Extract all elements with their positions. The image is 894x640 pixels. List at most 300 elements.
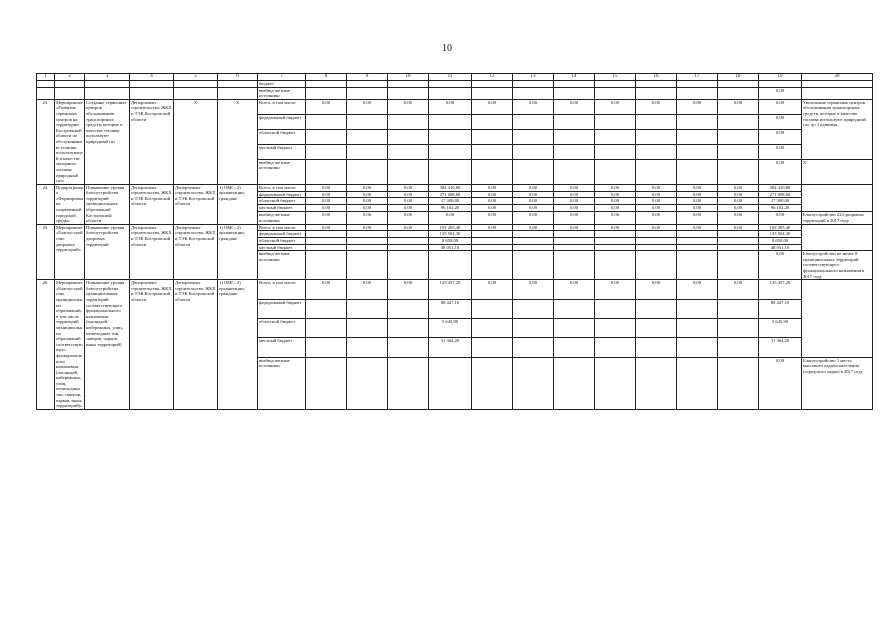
- measure-beneficiary: 1) ОМС; 2) организации, граждане: [218, 184, 258, 224]
- year-value: [677, 318, 718, 337]
- funding-source: областной бюджет: [258, 198, 306, 205]
- year-value: 0,00: [595, 184, 636, 191]
- expected-result: [802, 280, 873, 357]
- empty-cell: [55, 87, 85, 99]
- empty-cell: [218, 87, 258, 99]
- year-value: [677, 244, 718, 251]
- year-value: [306, 244, 347, 251]
- year-value: 0,00: [554, 99, 595, 114]
- measure-number: 23.: [37, 99, 55, 184]
- funding-source: областной бюджет: [258, 318, 306, 337]
- year-value: 0,00: [472, 198, 513, 205]
- year-value: 0,00: [306, 212, 347, 225]
- measure-row: [37, 224, 873, 231]
- year-value: [718, 81, 759, 88]
- year-value: 0,00: [718, 205, 759, 212]
- year-value: 0,00: [636, 198, 677, 205]
- measure-name: Мероприятие «Развитие сервисных центров на территории Костромской области по обслуживанию техники, использующей в качестве моторного топлива природный газ»: [56, 99, 83, 184]
- year-value: [636, 251, 677, 280]
- empty-cell: [130, 81, 174, 88]
- measure-number: 25.: [37, 224, 55, 279]
- year-value: [347, 338, 388, 357]
- year-value: [718, 114, 759, 129]
- total-value: 96 102,20: [759, 205, 802, 212]
- column-number: 7: [258, 74, 306, 81]
- year-value: [306, 159, 347, 184]
- year-value: [513, 299, 554, 318]
- year-value: [554, 338, 595, 357]
- year-value: [677, 144, 718, 159]
- year-value: [513, 159, 554, 184]
- measure-recipient: Департамент строительства, ЖКХ и ТЭК Костромской области: [174, 224, 218, 279]
- year-value: [677, 81, 718, 88]
- year-value: [347, 81, 388, 88]
- year-value: [554, 244, 595, 251]
- empty-cell: [130, 87, 174, 99]
- year-value: 0,00: [595, 224, 636, 231]
- measure-row: [37, 184, 873, 191]
- year-value: [636, 299, 677, 318]
- year-value: [513, 129, 554, 144]
- column-number: 15: [595, 74, 636, 81]
- year-value: 0,00: [718, 212, 759, 225]
- year-value: [677, 238, 718, 245]
- expected-result: Увеличение сервисных центров обслуживания транспортных средств, которые в качестве топлива используют природный газ, до 1 единицы: [802, 99, 873, 159]
- year-value: 0,00: [718, 184, 759, 191]
- year-value: 48 051,10: [429, 244, 472, 251]
- year-value: [429, 81, 472, 88]
- measure-row: [37, 99, 873, 114]
- year-value: [595, 251, 636, 280]
- year-value: 384 410,80: [429, 184, 472, 191]
- year-value: [595, 159, 636, 184]
- year-value: [718, 318, 759, 337]
- year-value: [554, 318, 595, 337]
- year-value: 0,00: [677, 224, 718, 231]
- total-value: 0,00: [759, 87, 802, 99]
- year-value: 0,00: [306, 184, 347, 191]
- year-value: [472, 129, 513, 144]
- year-value: 0,00: [388, 280, 429, 299]
- funding-source: внебюд-жетные источники: [258, 159, 306, 184]
- year-value: 0,00: [472, 224, 513, 231]
- total-value: [759, 81, 802, 88]
- empty-cell: [174, 87, 218, 99]
- year-value: [718, 299, 759, 318]
- year-value: [306, 129, 347, 144]
- year-value: [388, 231, 429, 238]
- column-number: 1: [37, 74, 55, 81]
- column-number: 5: [174, 74, 218, 81]
- measure-executor: Департамент строительства, ЖКХ и ТЭК Костромской области: [130, 99, 174, 184]
- column-number: 2: [55, 74, 85, 81]
- year-value: 0,00: [718, 280, 759, 299]
- year-value: 0,00: [636, 99, 677, 114]
- expected-result: [802, 224, 873, 250]
- year-value: [347, 318, 388, 337]
- funding-source: Всего, в том числе:: [258, 280, 306, 299]
- funding-source: бюджет: [258, 81, 306, 88]
- year-value: 0,00: [306, 99, 347, 114]
- year-value: 0,00: [595, 205, 636, 212]
- year-value: [718, 357, 759, 409]
- year-value: [429, 87, 472, 99]
- year-value: [513, 318, 554, 337]
- year-value: [636, 244, 677, 251]
- year-value: [472, 144, 513, 159]
- year-value: [718, 159, 759, 184]
- funding-source: внебюд-жетные источники: [258, 357, 306, 409]
- column-number: 16: [636, 74, 677, 81]
- year-value: 0,00: [513, 191, 554, 198]
- year-value: [347, 244, 388, 251]
- measure-recipient: Департамент строительства, ЖКХ и ТЭК Костромской области: [174, 184, 218, 224]
- year-value: 0,00: [513, 280, 554, 299]
- column-number: 18: [718, 74, 759, 81]
- year-value: 0,00: [636, 191, 677, 198]
- year-value: 192 205,40: [429, 224, 472, 231]
- measure-goal: Создание сервисных центров обслуживания транспортных средств, которые в качестве топлива используют природный газ: [85, 99, 130, 184]
- total-value: 0,00: [759, 212, 802, 225]
- year-value: 0,00: [388, 99, 429, 114]
- measure-goal: Повышение уровня благоустройства дворовых территорий: [85, 224, 130, 279]
- measure-name: Мероприятие «Благоустройство дворовых территорий»: [55, 224, 85, 279]
- expected-result-next: Благоустройство не менее 8 муниципальных территорий соответствующего функционального назначения в 2017 году: [802, 251, 873, 280]
- year-value: [595, 299, 636, 318]
- year-value: [554, 299, 595, 318]
- measure-goal: Повышение уровня благоустройства территорий муниципальных образований Костромской области: [85, 184, 130, 224]
- year-value: 125 457,20: [429, 280, 472, 299]
- year-value: 0,00: [472, 99, 513, 114]
- funding-source: федеральный бюджет: [258, 191, 306, 198]
- year-value: [677, 251, 718, 280]
- year-value: 0,00: [472, 280, 513, 299]
- header-row: [37, 74, 873, 81]
- continuation-row: [37, 81, 873, 88]
- column-number: 4: [130, 74, 174, 81]
- year-value: [718, 244, 759, 251]
- year-value: 8 650,00: [429, 238, 472, 245]
- program-table: [36, 73, 873, 410]
- empty-cell: [37, 87, 55, 99]
- year-value: [513, 114, 554, 129]
- year-value: [718, 238, 759, 245]
- total-value: 0,00: [759, 251, 802, 280]
- total-value: 17 300,00: [759, 198, 802, 205]
- year-value: [554, 251, 595, 280]
- total-value: 8 650,00: [759, 238, 802, 245]
- year-value: [554, 238, 595, 245]
- year-value: [388, 87, 429, 99]
- funding-source: местный бюджет: [258, 338, 306, 357]
- year-value: 0,00: [347, 99, 388, 114]
- year-value: 0,00: [388, 184, 429, 191]
- year-value: [472, 357, 513, 409]
- empty-cell: [37, 81, 55, 88]
- year-value: [429, 251, 472, 280]
- measure-executor: Департамент строительства, ЖКХ и ТЭК Костромской области: [130, 184, 174, 224]
- year-value: [636, 114, 677, 129]
- year-value: 0,00: [388, 205, 429, 212]
- measure-executor: Департамент строительства, ЖКХ и ТЭК Костромской области: [130, 280, 174, 410]
- column-number: 19: [759, 74, 802, 81]
- measure-beneficiary: Х: [218, 99, 258, 184]
- year-value: [388, 251, 429, 280]
- year-value: 0,00: [718, 224, 759, 231]
- year-value: 0,00: [306, 224, 347, 231]
- measure-beneficiary: 1) ОМС; 2) организации, граждане: [218, 224, 258, 279]
- year-value: 0,00: [636, 224, 677, 231]
- empty-cell: [218, 81, 258, 88]
- funding-source: местный бюджет: [258, 244, 306, 251]
- year-value: 0,00: [306, 191, 347, 198]
- year-value: [677, 129, 718, 144]
- year-value: [347, 231, 388, 238]
- year-value: [472, 244, 513, 251]
- total-value: 31 364,20: [759, 338, 802, 357]
- year-value: [677, 338, 718, 357]
- year-value: 0,00: [595, 191, 636, 198]
- page-number: 10: [442, 43, 452, 54]
- result-cell: [802, 81, 873, 88]
- year-value: 0,00: [554, 198, 595, 205]
- year-value: 0,00: [429, 99, 472, 114]
- year-value: [429, 144, 472, 159]
- year-value: 0,00: [513, 224, 554, 231]
- year-value: [718, 251, 759, 280]
- year-value: 0,00: [347, 198, 388, 205]
- year-value: [636, 159, 677, 184]
- year-value: 0,00: [472, 212, 513, 225]
- funding-source: федеральный бюджет: [258, 231, 306, 238]
- year-value: [306, 144, 347, 159]
- year-value: 0,00: [388, 191, 429, 198]
- year-value: [306, 357, 347, 409]
- empty-cell: [55, 81, 85, 88]
- year-value: 0,00: [677, 280, 718, 299]
- year-value: [429, 357, 472, 409]
- year-value: 0,00: [347, 224, 388, 231]
- measure-recipient: Х: [174, 99, 218, 184]
- funding-source: федеральный бюджет: [258, 299, 306, 318]
- year-value: [677, 357, 718, 409]
- funding-source: федеральный бюджет: [258, 114, 306, 129]
- year-value: 135 504,30: [429, 231, 472, 238]
- year-value: [718, 129, 759, 144]
- year-value: [677, 299, 718, 318]
- column-number: 14: [554, 74, 595, 81]
- empty-cell: [174, 81, 218, 88]
- year-value: [429, 129, 472, 144]
- column-number: 12: [472, 74, 513, 81]
- year-value: 0,00: [636, 280, 677, 299]
- column-number: 13: [513, 74, 554, 81]
- year-value: [595, 231, 636, 238]
- measure-row: [37, 280, 873, 299]
- total-value: 271 008,60: [759, 191, 802, 198]
- year-value: [472, 81, 513, 88]
- year-value: 0,00: [347, 184, 388, 191]
- year-value: [677, 159, 718, 184]
- year-value: [513, 87, 554, 99]
- year-value: 5 645,90: [429, 318, 472, 337]
- year-value: 0,00: [513, 205, 554, 212]
- year-value: 0,00: [595, 280, 636, 299]
- year-value: [388, 81, 429, 88]
- year-value: [513, 251, 554, 280]
- year-value: 0,00: [306, 198, 347, 205]
- total-value: 0,00: [759, 114, 802, 129]
- year-value: [595, 129, 636, 144]
- column-number: 20: [802, 74, 873, 81]
- year-value: [429, 114, 472, 129]
- column-number: 8: [306, 74, 347, 81]
- year-value: 271 008,60: [429, 191, 472, 198]
- year-value: [554, 159, 595, 184]
- year-value: 0,00: [347, 205, 388, 212]
- year-value: 0,00: [677, 205, 718, 212]
- year-value: [513, 231, 554, 238]
- measure-recipient: Департамент строительства, ЖКХ и ТЭК Костромской области: [174, 280, 218, 410]
- column-number: 3: [85, 74, 130, 81]
- year-value: 0,00: [595, 212, 636, 225]
- funding-source: областной бюджет: [258, 238, 306, 245]
- year-value: [636, 81, 677, 88]
- year-value: [554, 129, 595, 144]
- year-value: [472, 87, 513, 99]
- year-value: [595, 338, 636, 357]
- year-value: 0,00: [513, 184, 554, 191]
- measure-beneficiary: 1) ОМС; 2) организации, граждане: [218, 280, 258, 410]
- year-value: 0,00: [718, 99, 759, 114]
- year-value: [554, 144, 595, 159]
- year-value: 0,00: [595, 99, 636, 114]
- year-value: 0,00: [306, 205, 347, 212]
- year-value: [388, 244, 429, 251]
- year-value: [388, 357, 429, 409]
- year-value: [306, 299, 347, 318]
- year-value: 0,00: [636, 205, 677, 212]
- funding-source: Всего, в том числе:: [258, 224, 306, 231]
- funding-source: внебюд-жетные источники: [258, 87, 306, 99]
- year-value: 0,00: [554, 191, 595, 198]
- year-value: [347, 357, 388, 409]
- year-value: 0,00: [636, 212, 677, 225]
- year-value: 0,00: [513, 212, 554, 225]
- total-value: 0,00: [759, 159, 802, 184]
- year-value: 0,00: [554, 280, 595, 299]
- year-value: [718, 338, 759, 357]
- year-value: [388, 299, 429, 318]
- year-value: 96 102,20: [429, 205, 472, 212]
- total-value: 135 504,30: [759, 231, 802, 238]
- year-value: [636, 144, 677, 159]
- year-value: 0,00: [595, 198, 636, 205]
- year-value: 0,00: [554, 224, 595, 231]
- measure-name: Мероприятие «Благоустройство муниципальных образований, в том числе территорий муниципальных образований соответствующего функционального назначения (площадей, набережных, улиц, пешеходных зон, скверов, парков, иных территорий)»: [56, 280, 83, 409]
- total-value: 125 457,20: [759, 280, 802, 299]
- year-value: [595, 244, 636, 251]
- year-value: 0,00: [554, 184, 595, 191]
- year-value: [636, 238, 677, 245]
- funding-source: областной бюджет: [258, 129, 306, 144]
- column-number: 6: [218, 74, 258, 81]
- year-value: [347, 251, 388, 280]
- expected-result: [802, 184, 873, 211]
- year-value: [306, 238, 347, 245]
- year-value: [513, 357, 554, 409]
- year-value: [636, 129, 677, 144]
- year-value: 0,00: [306, 280, 347, 299]
- year-value: [595, 357, 636, 409]
- column-number: 11: [429, 74, 472, 81]
- year-value: [388, 129, 429, 144]
- year-value: [347, 238, 388, 245]
- year-value: [513, 238, 554, 245]
- measure-number: 26.: [37, 280, 55, 410]
- year-value: 0,00: [347, 212, 388, 225]
- year-value: [472, 114, 513, 129]
- year-value: 17 300,00: [429, 198, 472, 205]
- year-value: [513, 144, 554, 159]
- year-value: [513, 338, 554, 357]
- year-value: [429, 159, 472, 184]
- funding-source: внебюд-жетные источники: [258, 251, 306, 280]
- total-value: 0,00: [759, 357, 802, 409]
- expected-result-next: Х: [802, 159, 873, 184]
- year-value: 88 447,10: [429, 299, 472, 318]
- year-value: [554, 81, 595, 88]
- year-value: 0,00: [718, 198, 759, 205]
- year-value: [554, 231, 595, 238]
- empty-cell: [85, 87, 130, 99]
- year-value: 0,00: [388, 198, 429, 205]
- year-value: [718, 144, 759, 159]
- year-value: [513, 244, 554, 251]
- year-value: [595, 81, 636, 88]
- year-value: 0,00: [347, 191, 388, 198]
- year-value: 0,00: [472, 184, 513, 191]
- year-value: [306, 338, 347, 357]
- year-value: [388, 159, 429, 184]
- continuation-row: [37, 87, 873, 99]
- result-cell: [802, 87, 873, 99]
- year-value: [306, 318, 347, 337]
- year-value: [472, 238, 513, 245]
- year-value: 0,00: [677, 212, 718, 225]
- total-value: 384 410,80: [759, 184, 802, 191]
- measure-goal: Повышение уровня благоустройства муниципальных территорий соответствующего функционального назначения (площадей, набережных, улиц, пешеходных зон, скверов, парков, иных территорий): [85, 280, 130, 410]
- year-value: 0,00: [636, 184, 677, 191]
- year-value: [595, 144, 636, 159]
- year-value: [718, 87, 759, 99]
- year-value: [636, 338, 677, 357]
- year-value: [347, 129, 388, 144]
- measure-number: 24.: [37, 184, 55, 224]
- funding-source: Всего, в том числе:: [258, 99, 306, 114]
- measure-name: Подпрограмма «Формирование современной городской среды»: [56, 184, 84, 224]
- year-value: [472, 318, 513, 337]
- year-value: [472, 231, 513, 238]
- year-value: [636, 87, 677, 99]
- year-value: [388, 114, 429, 129]
- empty-cell: [85, 81, 130, 88]
- year-value: [388, 338, 429, 357]
- year-value: 0,00: [677, 184, 718, 191]
- year-value: [595, 87, 636, 99]
- year-value: 0,00: [677, 99, 718, 114]
- year-value: [306, 231, 347, 238]
